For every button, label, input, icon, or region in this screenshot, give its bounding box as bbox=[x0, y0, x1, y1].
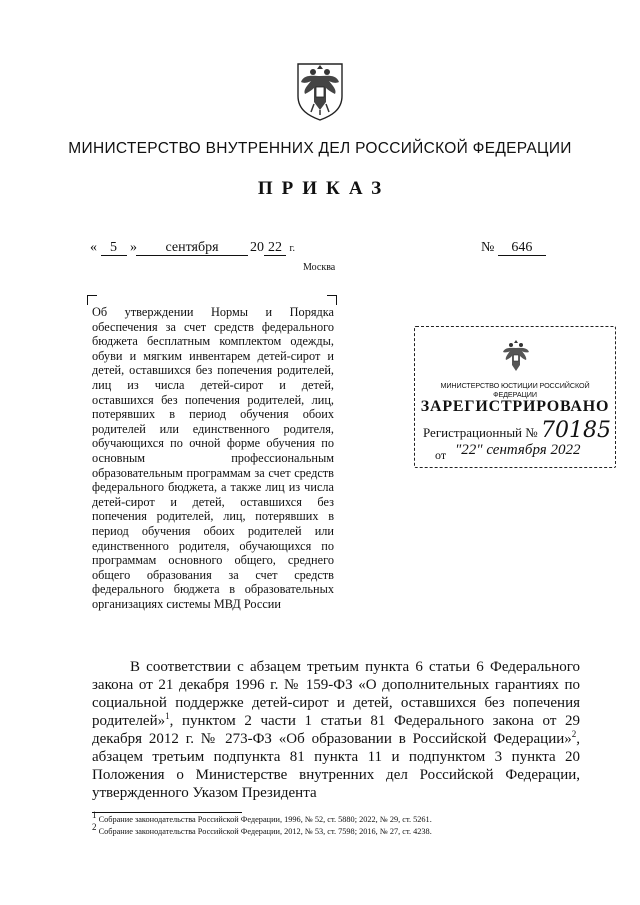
subject-text: Об утверждении Нормы и Порядка обеспечения за счет средств федерального бюджета бесплатным комплектом одежды, обуви и мягким инвентарем детей-сирот и детей, оставшихся без попечения родителей, лиц из числа детей-сирот и детей, оставшихся без попечения родителей, лиц, потерявших в период обучения обоих родителей или единственного родителя, обучающихся по очной форме обучения по основным профессиональным образовательным программам за счет средств федерального бюджета, а также лиц из числа детей-сирот и детей, оставшихся без попечения родителей, лиц, потерявших в период обучения обоих родителей или единственного родителя, обучающихся по программам основного общего, среднего общего образования за счет средств федерального бюджета в образовательных организациях системы МВД России bbox=[92, 305, 334, 611]
date-day bbox=[90, 240, 137, 256]
stamp-ministry-name: МИНИСТЕРСТВО ЮСТИЦИИ РОССИЙСКОЙ ФЕДЕРАЦИИ bbox=[440, 381, 590, 399]
ministry-title: МИНИСТЕРСТВО ВНУТРЕННИХ ДЕЛ РОССИЙСКОЙ ФЕДЕРАЦИИ bbox=[68, 140, 572, 157]
date-month bbox=[136, 240, 248, 256]
document-type-title: ПРИКАЗ bbox=[257, 178, 391, 199]
footnote-separator bbox=[92, 812, 242, 813]
number-value: 646 bbox=[498, 240, 546, 256]
body-part-1: В соответствии с абзацем третьим пункта 6 статьи 6 Федерального закона от 21 декабря 1996 г. № 159-ФЗ «О дополнительных гарантиях по социальной поддержке детей-сирот и детей, оставшихся без попечения родителей» bbox=[92, 659, 580, 729]
footnote-1 bbox=[92, 810, 612, 826]
close-quote: » bbox=[130, 240, 137, 255]
footnote-2 bbox=[92, 822, 612, 838]
year-prefix: 20 bbox=[250, 240, 264, 255]
body-paragraph bbox=[92, 658, 580, 802]
stamp-emblem-icon bbox=[500, 339, 532, 377]
subject-corner-left bbox=[87, 295, 97, 305]
date-year bbox=[250, 240, 295, 256]
open-quote: « bbox=[90, 240, 97, 255]
stamp-date-label: от bbox=[435, 448, 447, 462]
footnote-mark: 2 bbox=[92, 822, 97, 833]
coat-of-arms-icon bbox=[295, 60, 345, 122]
year-unit: г. bbox=[289, 243, 295, 254]
day-value: 5 bbox=[101, 240, 127, 256]
stamp-date-value: "22" сентября 2022 bbox=[455, 442, 581, 458]
number-label: № bbox=[481, 240, 495, 255]
footnote-text: Собрание законодательства Российской Федерации, 2012, № 53, ст. 7598; 2016, № 27, ст. 4238. bbox=[96, 827, 432, 836]
body-part-3: , абзацем третьим подпункта 81 пункта 11 и подпунктом 3 пункта 20 Положения о Министерстве внутренних дел Российской Федерации, утвержденного Указом Президента bbox=[92, 731, 580, 801]
year-suffix: 22 bbox=[264, 240, 286, 256]
month-value: сентября bbox=[136, 240, 248, 256]
order-subject bbox=[92, 305, 334, 611]
footnote-ref-1: 1 bbox=[165, 711, 170, 721]
stamp-registered-label: ЗАРЕГИСТРИРОВАНО bbox=[420, 398, 610, 415]
city: Москва bbox=[303, 262, 336, 273]
subject-corner-right bbox=[327, 295, 337, 305]
footnote-mark: 1 bbox=[92, 810, 97, 821]
footnotes bbox=[92, 810, 612, 838]
body-part-2: , пунктом 2 части 1 статьи 81 Федерального закона от 29 декабря 2012 г. № 273-ФЗ «Об образовании в Российской Федерации» bbox=[92, 713, 580, 747]
stamp-reg-label: Регистрационный № bbox=[423, 425, 538, 440]
order-number bbox=[481, 240, 546, 256]
registration-stamp bbox=[414, 326, 616, 468]
footnote-text: Собрание законодательства Российской Федерации, 1996, № 52, ст. 5880; 2022, № 29, ст. 5261. bbox=[96, 815, 432, 824]
order-body bbox=[92, 658, 580, 802]
footnote-ref-2: 2 bbox=[571, 729, 577, 739]
stamp-reg-number: 70185 bbox=[541, 418, 611, 443]
